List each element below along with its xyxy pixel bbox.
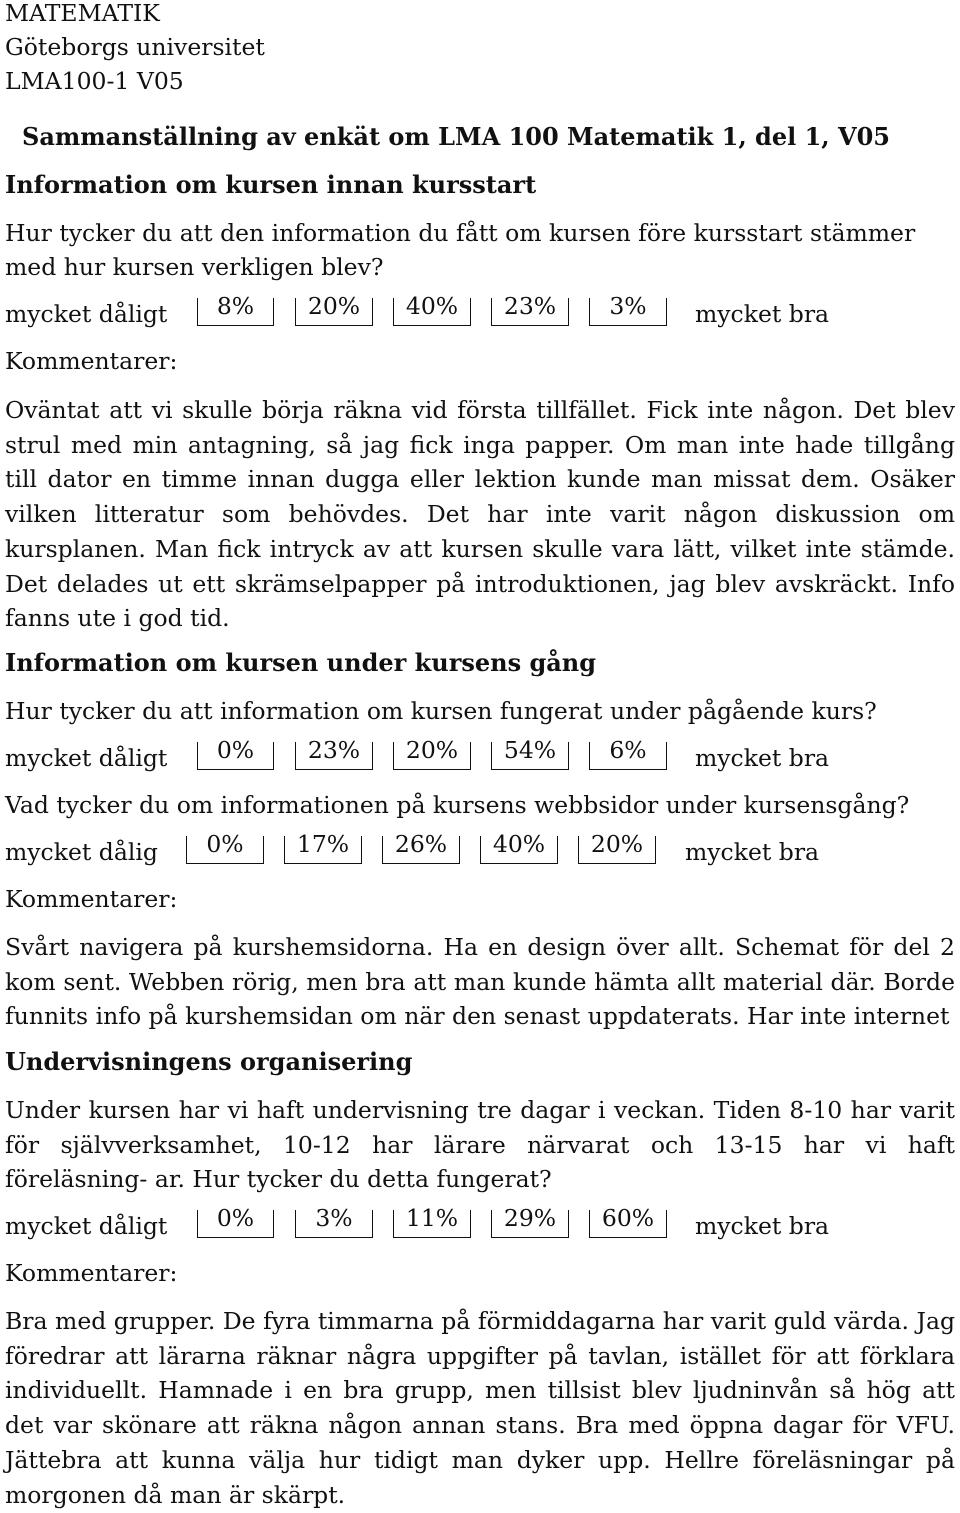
question-text-line1: Hur tycker du att den information du fått om kursen före kursstart stämmer xyxy=(5,219,916,247)
rating-box-2: 23% xyxy=(295,742,373,770)
rating-box-5: 20% xyxy=(578,836,656,864)
comments-label: Kommentarer: xyxy=(5,1259,178,1287)
comments-text: Svårt navigera på kurshemsidorna. Ha en design över allt. Schemat för del 2 kom sent. Webben rörig, men bra att man kunde hämta allt material där. Borde funnits info på kurshemsidan om när den senast uppdaterats. Har inte internet xyxy=(5,933,955,1031)
rating-box-2: 20% xyxy=(295,298,373,326)
question-text: Vad tycker du om informationen på kursens webbsidor under kursensgång? xyxy=(5,791,910,819)
rating-box-1: 0% xyxy=(197,742,274,770)
section-heading-teaching: Undervisningens organisering xyxy=(5,1047,413,1076)
rating-box-1: 0% xyxy=(186,836,264,864)
rating-scale-before-start xyxy=(5,292,955,330)
rating-box-1: 0% xyxy=(197,1210,274,1238)
document-title: Sammanställning av enkät om LMA 100 Matematik 1, del 1, V05 xyxy=(22,122,890,151)
question-text: Hur tycker du att information om kursen fungerat under pågående kurs? xyxy=(5,697,877,725)
rating-low-label: mycket dålig xyxy=(5,838,158,866)
rating-box-5: 60% xyxy=(589,1210,667,1238)
rating-box-2: 17% xyxy=(284,836,362,864)
rating-box-5: 6% xyxy=(589,742,667,770)
rating-scale-during-course xyxy=(5,736,955,774)
question-text: Under kursen har vi haft undervisning tre dagar i veckan. Tiden 8-10 har varit för självverksamhet, 10-12 har lärare närvarat och 13-15 har vi haft föreläsning- ar. Hur tycker du detta fungerat? xyxy=(5,1096,955,1194)
comments-text: Oväntat att vi skulle börja räkna vid första tillfället. Fick inte någon. Det blev strul med min antagning, så jag fick inga papper. Om man inte hade tillgång till dator en timme innan dugga eller lektion kunde man missat dem. Osäker vilken litteratur som behövdes. Det har inte varit någon diskussion om kursplanen. Man fick intryck av att kursen skulle vara lätt, vilket inte stämde. Det delades ut ett skrämselpapper på introduktionen, jag blev avskräckt. Info fanns ute i god tid. xyxy=(5,396,955,633)
rating-box-5: 3% xyxy=(589,298,667,326)
rating-box-3: 20% xyxy=(393,742,471,770)
comments-text: Bra med grupper. De fyra timmarna på förmiddagarna har varit guld värda. Jag föredrar att lärarna räknar några uppgifter på tavlan, istället för att förklara individuellt. Hamnade i en bra grupp, men tillsist blev ljudninvån så hög att det var skönare att räkna någon annan stans. Bra med öppna dagar för VFU. Jättebra att kunna välja hur tidigt man dyker upp. Hellre föreläsningar på morgonen då man är skärpt. xyxy=(5,1307,955,1509)
rating-box-4: 40% xyxy=(480,836,558,864)
rating-scale-teaching xyxy=(5,1204,955,1242)
section-heading-before-start: Information om kursen innan kursstart xyxy=(5,170,537,199)
rating-high-label: mycket bra xyxy=(695,300,830,328)
rating-box-2: 3% xyxy=(295,1210,373,1238)
rating-low-label: mycket dåligt xyxy=(5,744,168,772)
rating-box-1: 8% xyxy=(197,298,274,326)
rating-box-4: 54% xyxy=(491,742,569,770)
rating-high-label: mycket bra xyxy=(695,1212,830,1240)
header-course-code: LMA100-1 V05 xyxy=(5,67,184,95)
rating-box-3: 40% xyxy=(393,298,471,326)
question-text-line2: med hur kursen verkligen blev? xyxy=(5,253,384,281)
header-university: Göteborgs universitet xyxy=(5,33,265,61)
rating-box-4: 23% xyxy=(491,298,569,326)
section-heading-during-course: Information om kursen under kursens gång xyxy=(5,648,597,677)
rating-box-4: 29% xyxy=(491,1210,569,1238)
comments-label: Kommentarer: xyxy=(5,347,178,375)
header-subject: MATEMATIK xyxy=(5,0,160,27)
rating-low-label: mycket dåligt xyxy=(5,300,168,328)
rating-scale-web-pages xyxy=(5,830,955,868)
comments-label: Kommentarer: xyxy=(5,885,178,913)
rating-high-label: mycket bra xyxy=(695,744,830,772)
rating-high-label: mycket bra xyxy=(685,838,820,866)
rating-box-3: 26% xyxy=(382,836,460,864)
rating-box-3: 11% xyxy=(393,1210,471,1238)
rating-low-label: mycket dåligt xyxy=(5,1212,168,1240)
